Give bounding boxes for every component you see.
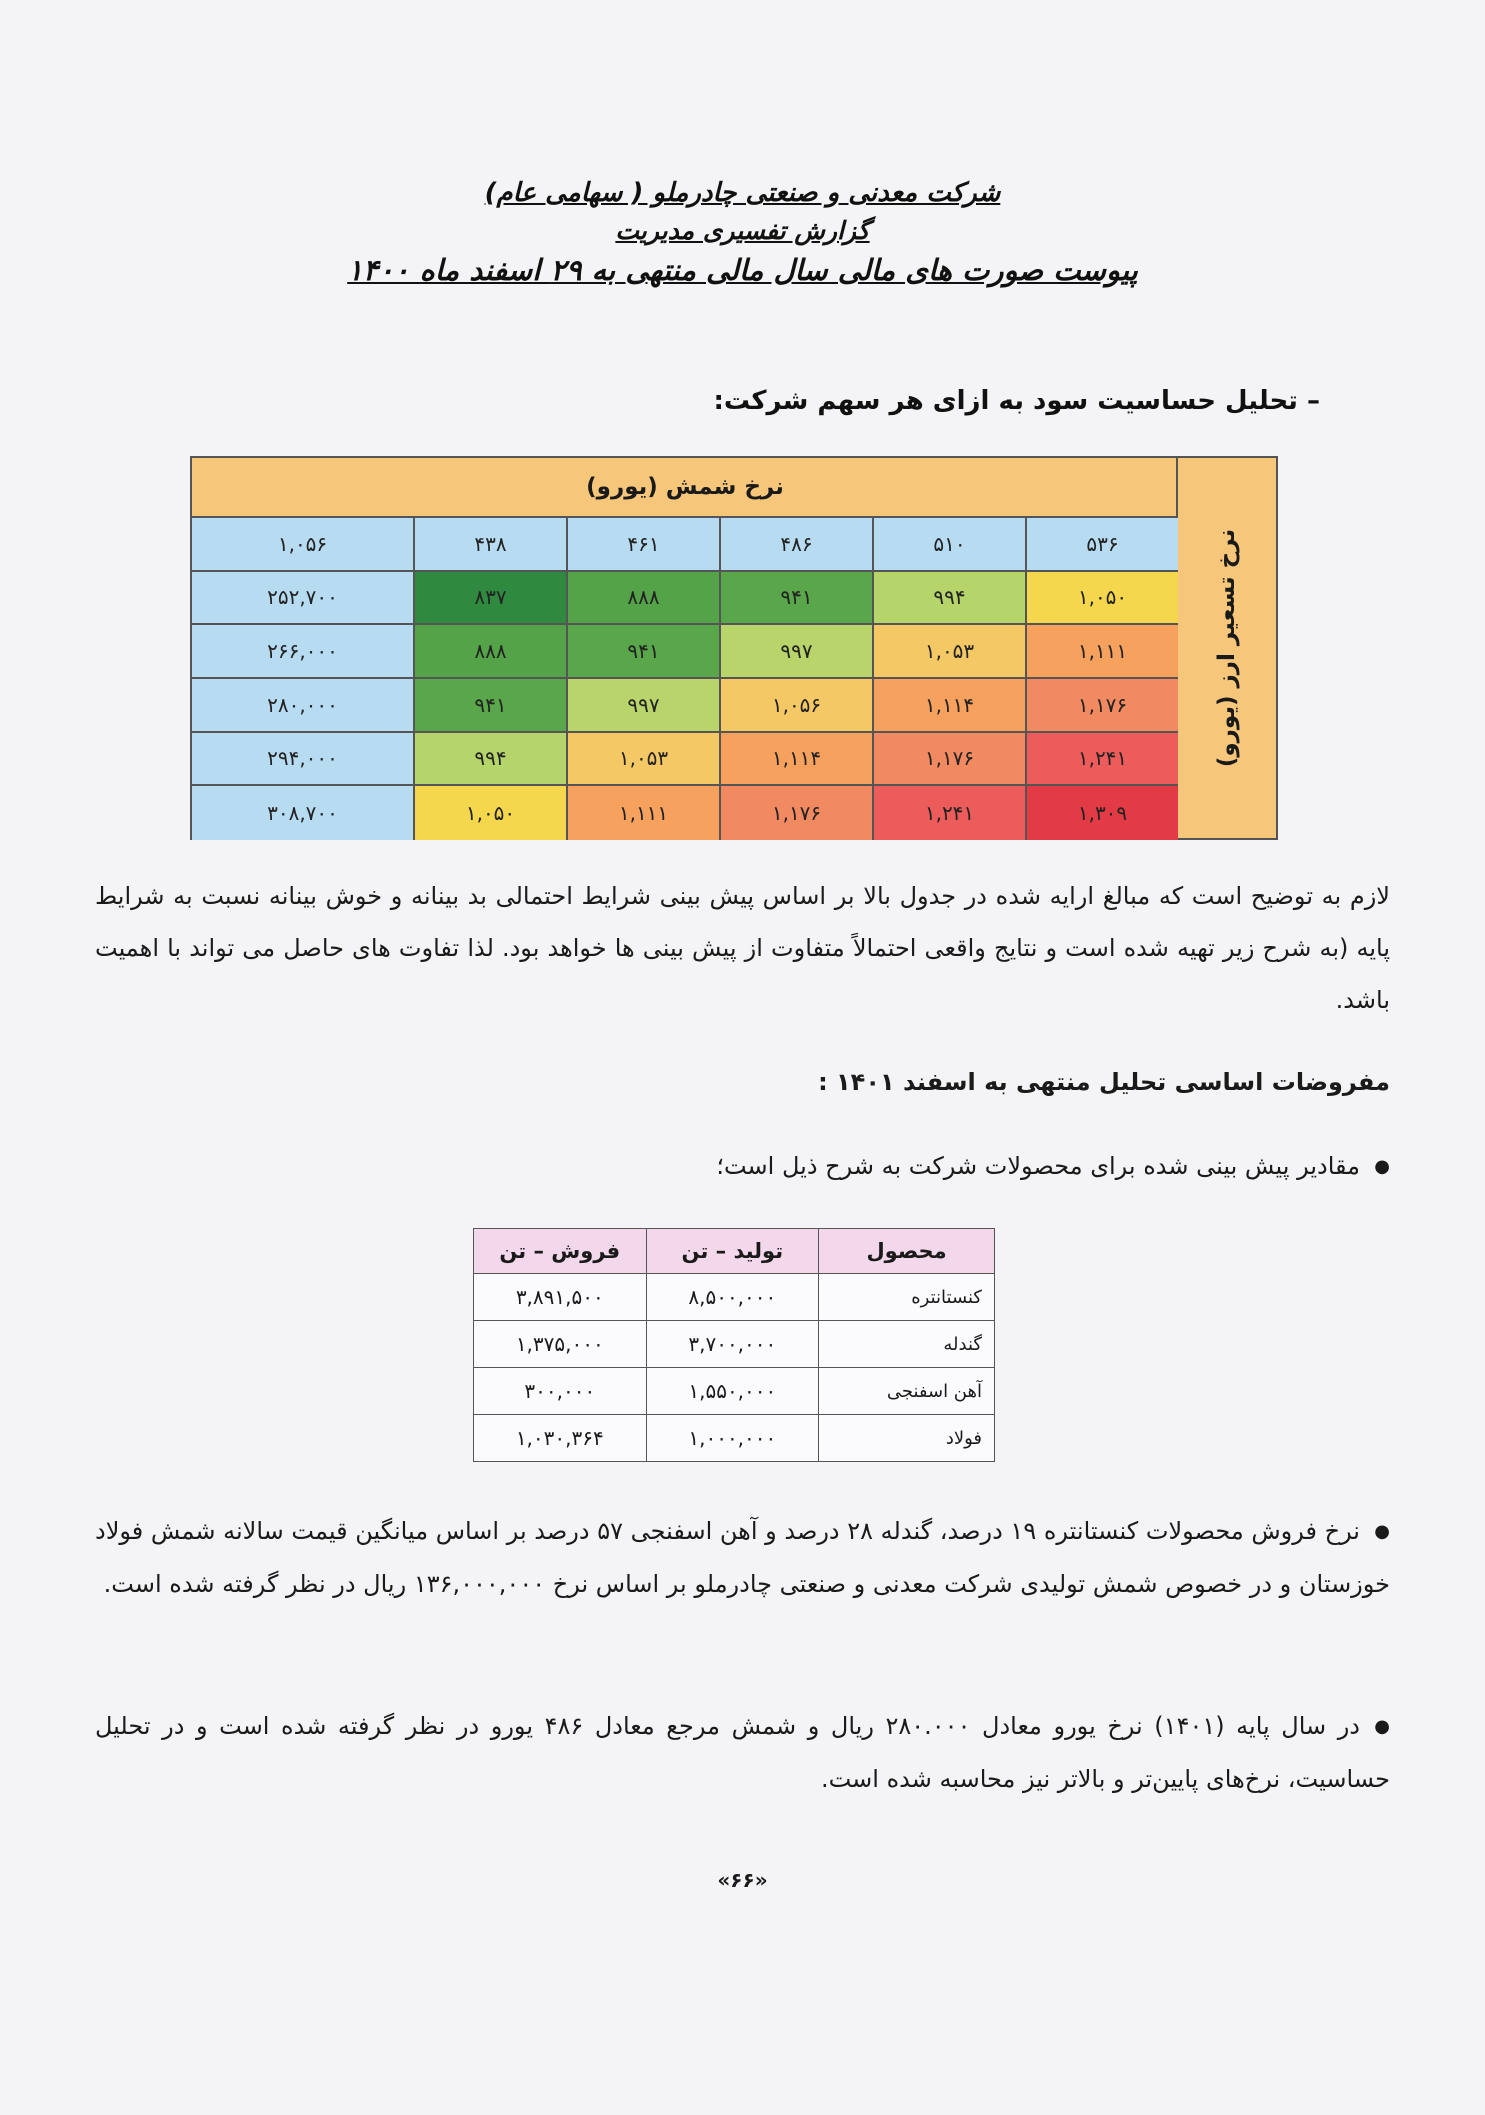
fx-rate-cell: ۳۰۸,۷۰۰: [192, 786, 413, 840]
sensitivity-cell: ۱,۱۱۱: [1025, 625, 1178, 679]
sensitivity-cell: ۸۸۸: [413, 625, 566, 679]
sensitivity-cell: ۹۴۱: [566, 625, 719, 679]
table-row: [474, 1321, 995, 1368]
sensitivity-table: [190, 456, 1278, 840]
table-row: [474, 1274, 995, 1321]
bullet-sales-rate: ●نرخ فروش محصولات کنستانتره ۱۹ درصد، گندله ۲۸ درصد و آهن اسفنجی ۵۷ درصد بر اساس میانگین قیمت سالانه شمش فولاد خوزستان و در خصوص شمش تولیدی شرکت معدنی و صنعتی چادرملو بر اساس نرخ ۱۳۶,۰۰۰,۰۰۰ ریال در نظر گرفته شده است.: [95, 1505, 1390, 1611]
column-header: ۵۳۶: [1025, 518, 1178, 572]
fx-rate-cell: ۲۹۴,۰۰۰: [192, 733, 413, 787]
table-row: [474, 1415, 995, 1462]
assumptions-title: مفروضات اساسی تحلیل منتهی به اسفند ۱۴۰۱ :: [818, 1068, 1390, 1096]
report-type: گزارش تفسیری مدیریت: [615, 216, 870, 245]
sensitivity-cell: ۹۹۴: [872, 572, 1025, 626]
page-number: «۶۶»: [717, 1868, 768, 1892]
sensitivity-cell: ۹۹۴: [413, 733, 566, 787]
sensitivity-cell: ۱,۱۷۶: [1025, 679, 1178, 733]
sensitivity-cell: ۹۹۷: [719, 625, 872, 679]
sensitivity-cell: ۹۴۱: [413, 679, 566, 733]
sales-value: ۱,۰۳۰,۳۶۴: [474, 1415, 647, 1462]
production-value: ۳,۷۰۰,۰۰۰: [646, 1321, 819, 1368]
column-header: ۵۱۰: [872, 518, 1025, 572]
sensitivity-cell: ۸۸۸: [566, 572, 719, 626]
sensitivity-cell: ۸۳۷: [413, 572, 566, 626]
bullet-base-year: ●در سال پایه (۱۴۰۱) نرخ یورو معادل ۲۸۰.۰۰۰ ریال و شمش مرجع معادل ۴۸۶ یورو در نظر گرفته شده است و در تحلیل حساسیت، نرخ‌های پایین‌تر و بالاتر نیز محاسبه شده است.: [95, 1700, 1390, 1806]
sales-value: ۳,۸۹۱,۵۰۰: [474, 1274, 647, 1321]
sales-value: ۱,۳۷۵,۰۰۰: [474, 1321, 647, 1368]
sensitivity-cell: ۱,۰۵۰: [413, 786, 566, 840]
report-header: [0, 178, 1485, 287]
product-name: فولاد: [819, 1415, 995, 1462]
header-production: تولید – تن: [646, 1229, 819, 1274]
sensitivity-cell: ۹۹۷: [566, 679, 719, 733]
product-name: آهن اسفنجی: [819, 1368, 995, 1415]
column-header: ۱,۰۵۶: [192, 518, 413, 572]
bullet-icon: ●: [1374, 1156, 1390, 1177]
fx-rate-cell: ۲۸۰,۰۰۰: [192, 679, 413, 733]
production-value: ۱,۰۰۰,۰۰۰: [646, 1415, 819, 1462]
sensitivity-grid: [192, 516, 1178, 840]
bullet-icon: ●: [1374, 1521, 1390, 1542]
explanation-paragraph: لازم به توضیح است که مبالغ ارایه شده در جدول بالا بر اساس پیش بینی شرایط احتمالی بد بینانه و خوش بینانه نسبت به شرایط پایه (به شرح زیر تهیه شده است و نتایج واقعی احتمالاً متفاوت از پیش بینی ها خواهد بود. لذا تفاوت های حاصل می تواند با اهمیت باشد.: [95, 882, 1390, 1014]
sensitivity-cell: ۱,۱۷۶: [872, 733, 1025, 787]
table-row: [474, 1368, 995, 1415]
ingot-rate-label: نرخ شمش (یورو): [192, 458, 1178, 516]
header-sales: فروش – تن: [474, 1229, 647, 1274]
bullet-forecast: ●مقادیر پیش بینی شده برای محصولات شرکت به شرح ذیل است؛: [95, 1140, 1390, 1193]
product-name: کنستانتره: [819, 1274, 995, 1321]
header-product: محصول: [819, 1229, 995, 1274]
sensitivity-cell: ۱,۰۵۳: [566, 733, 719, 787]
sensitivity-section-title: – تحلیل حساسیت سود به ازای هر سهم شرکت:: [713, 386, 1320, 416]
sensitivity-cell: ۱,۱۱۴: [719, 733, 872, 787]
sensitivity-cell: ۹۴۱: [719, 572, 872, 626]
production-value: ۱,۵۵۰,۰۰۰: [646, 1368, 819, 1415]
sensitivity-cell: ۱,۰۵۳: [872, 625, 1025, 679]
sensitivity-cell: ۱,۰۵۰: [1025, 572, 1178, 626]
fx-rate-label: نرخ تسعیر ارز (یورو): [1176, 458, 1276, 838]
fx-rate-cell: ۲۵۲,۷۰۰: [192, 572, 413, 626]
column-header: ۴۳۸: [413, 518, 566, 572]
company-name: شرکت معدنی و صنعتی چادرملو ( سهامی عام): [484, 178, 1001, 208]
fx-rate-cell: ۲۶۶,۰۰۰: [192, 625, 413, 679]
sensitivity-cell: ۱,۲۴۱: [1025, 733, 1178, 787]
sensitivity-cell: ۱,۰۵۶: [719, 679, 872, 733]
sensitivity-cell: ۱,۳۰۹: [1025, 786, 1178, 840]
sensitivity-cell: ۱,۱۱۴: [872, 679, 1025, 733]
products-table: [473, 1228, 995, 1462]
sensitivity-cell: ۱,۲۴۱: [872, 786, 1025, 840]
bullet-icon: ●: [1374, 1716, 1390, 1737]
report-period: پیوست صورت های مالی سال مالی منتهی به ۲۹ اسفند ماه ۱۴۰۰: [347, 253, 1138, 287]
production-value: ۸,۵۰۰,۰۰۰: [646, 1274, 819, 1321]
column-header: ۴۸۶: [719, 518, 872, 572]
product-name: گندله: [819, 1321, 995, 1368]
sensitivity-cell: ۱,۱۷۶: [719, 786, 872, 840]
column-header: ۴۶۱: [566, 518, 719, 572]
sensitivity-cell: ۱,۱۱۱: [566, 786, 719, 840]
sales-value: ۳۰۰,۰۰۰: [474, 1368, 647, 1415]
